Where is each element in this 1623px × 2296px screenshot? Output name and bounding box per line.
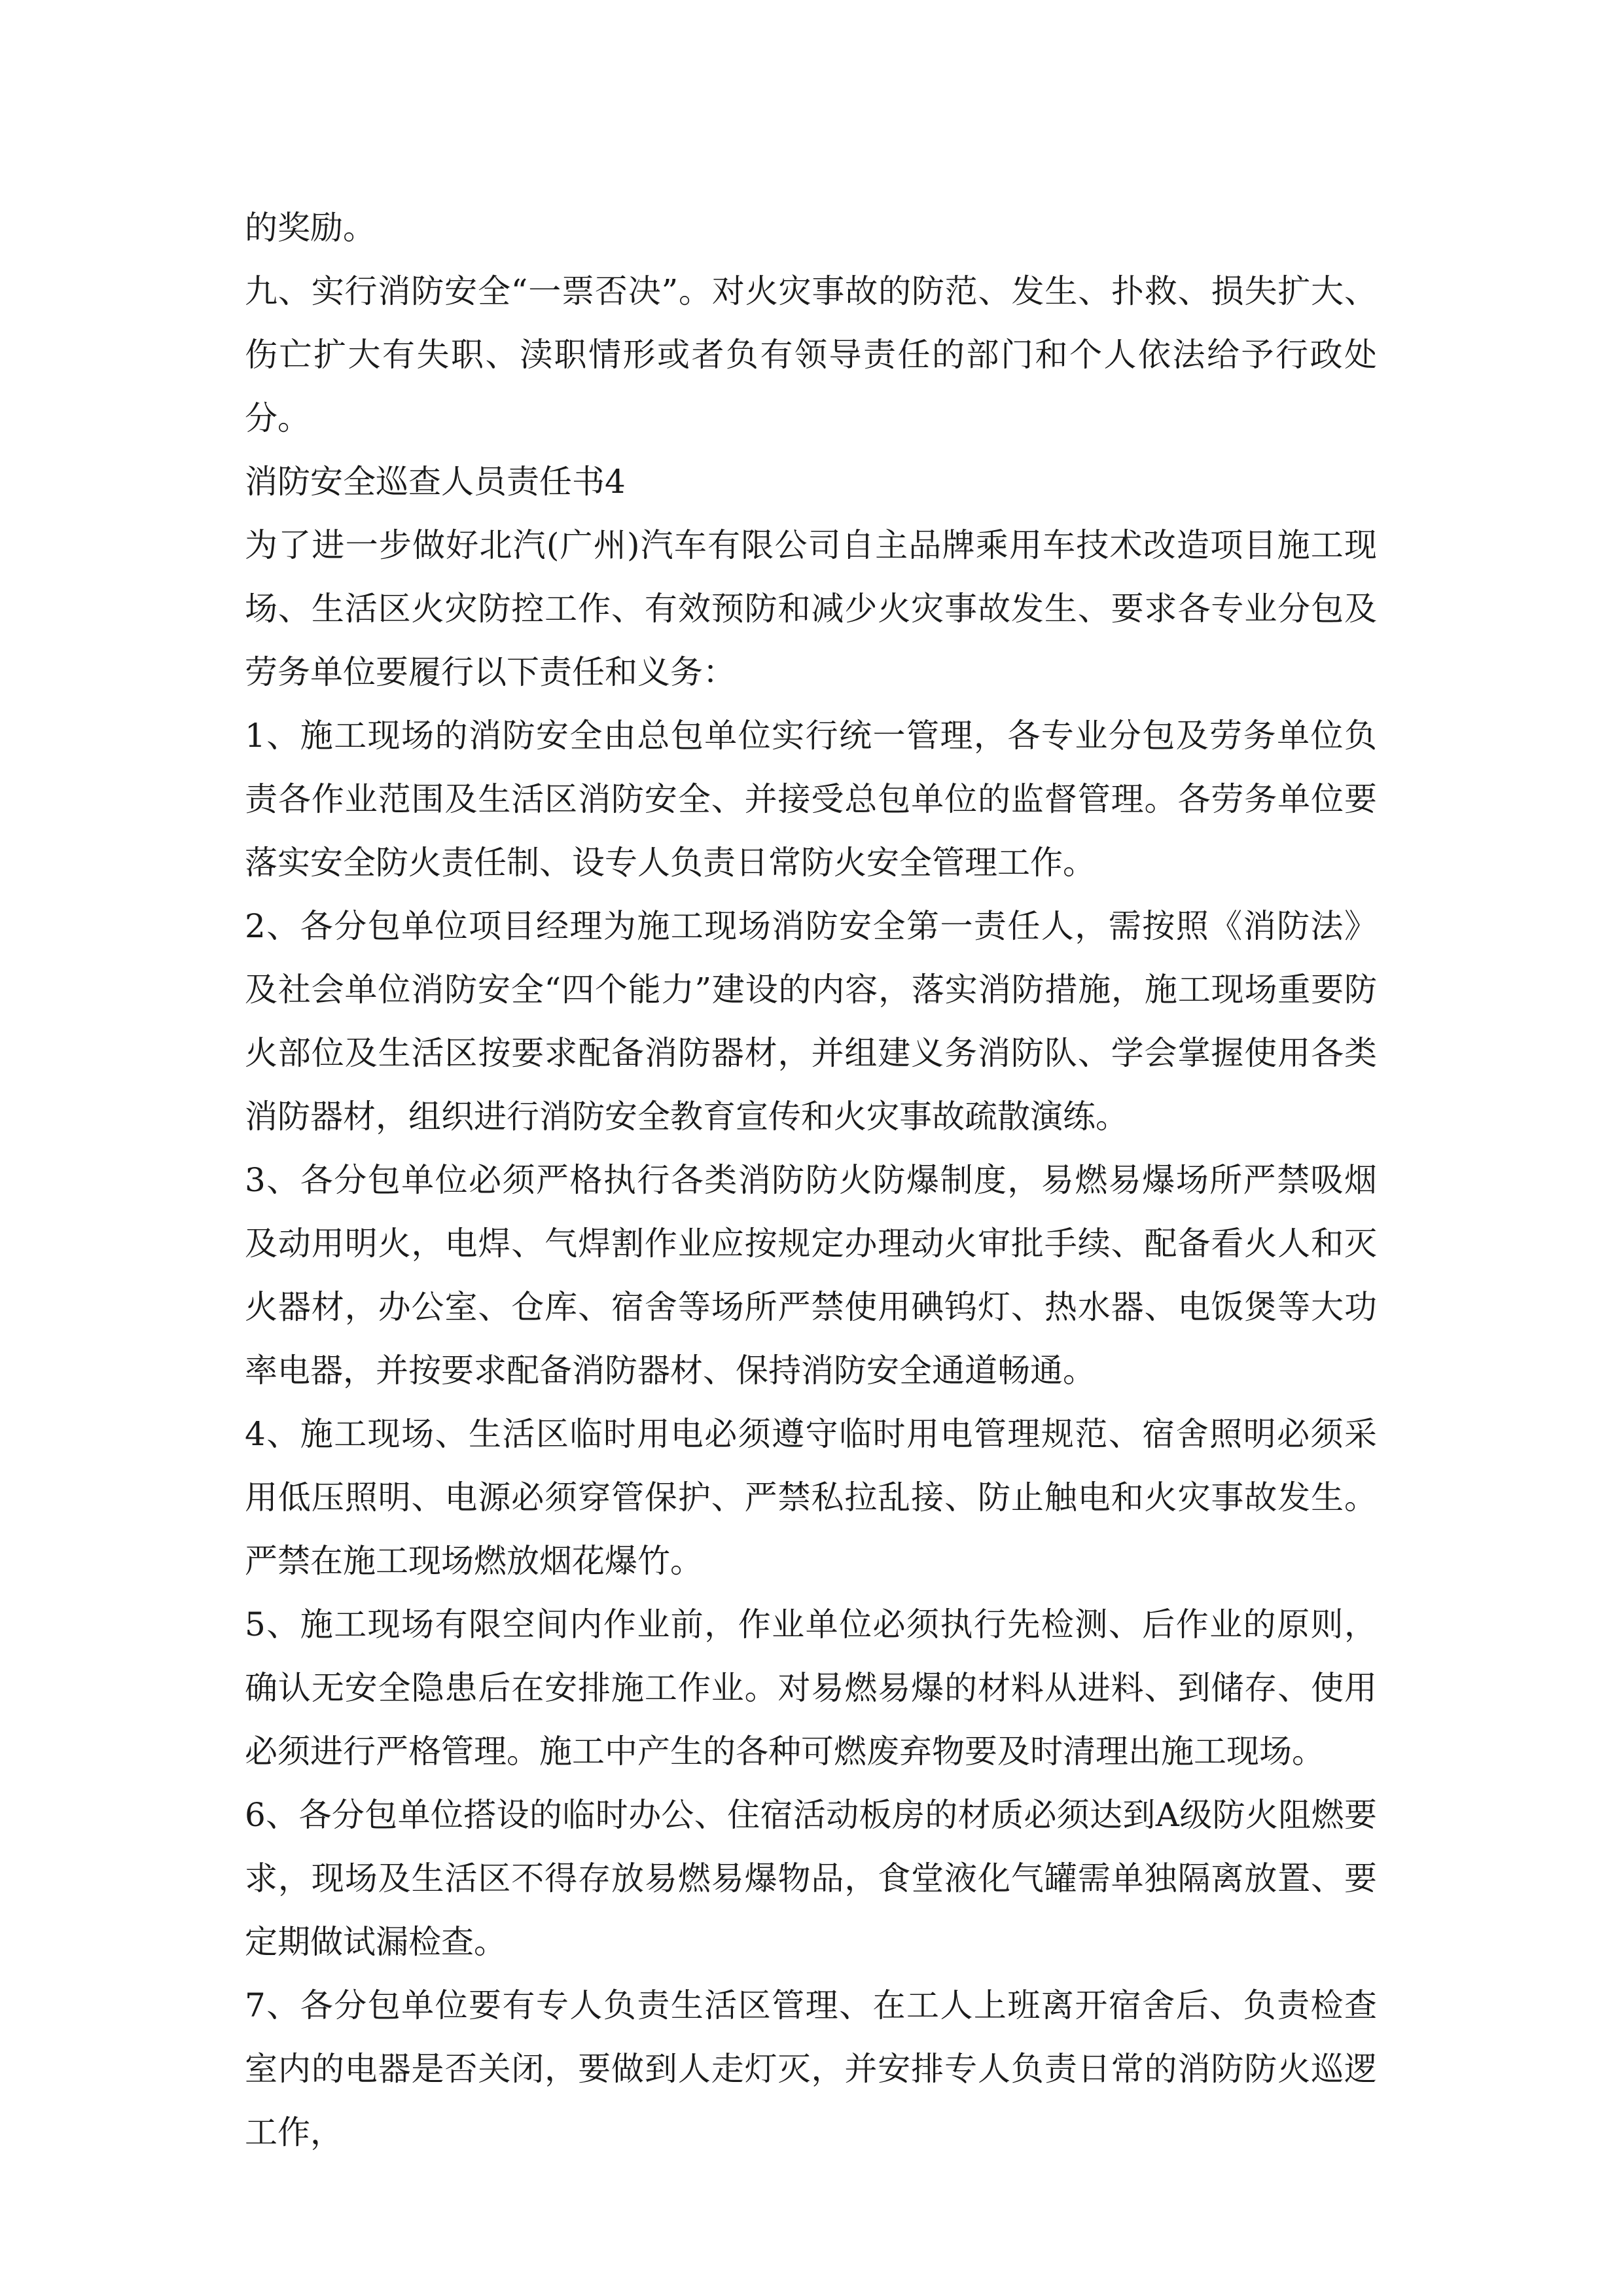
section-title: 消防安全巡查人员责任书4 <box>245 463 626 501</box>
paragraph-item-1: 1、施工现场的消防安全由总包单位实行统一管理，各专业分包及劳务单位负责各作业范围及生活区消防安全、并接受总包单位的监督管理。各劳务单位要落实安全防火责任制、设专人负责日常防火安全管理工作。 <box>245 717 1377 882</box>
paragraph-intro: 为了进一步做好北汽(广州)汽车有限公司自主品牌乘用车技术改造项目施工现场、生活区火灾防控工作、有效预防和减少火灾事故发生、要求各专业分包及劳务单位要履行以下责任和义务： <box>245 526 1377 691</box>
paragraph-item-9: 九、实行消防安全“一票否决”。对火灾事故的防范、发生、扑救、损失扩大、伤亡扩大有失职、渎职情形或者负有领导责任的部门和个人依法给予行政处分。 <box>245 272 1377 437</box>
paragraph-item-2: 2、各分包单位项目经理为施工现场消防安全第一责任人，需按照《消防法》及社会单位消防安全“四个能力”建设的内容，落实消防措施，施工现场重要防火部位及生活区按要求配备消防器材，并组建义务消防队、学会掌握使用各类消防器材，组织进行消防安全教育宣传和火灾事故疏散演练。 <box>245 907 1377 1136</box>
paragraph-item-4: 4、施工现场、生活区临时用电必须遵守临时用电管理规范、宿舍照明必须采用低压照明、电源必须穿管保护、严禁私拉乱接、防止触电和火灾事故发生。严禁在施工现场燃放烟花爆竹。 <box>245 1415 1377 1580</box>
paragraph-item-5: 5、施工现场有限空间内作业前，作业单位必须执行先检测、后作业的原则，确认无安全隐患后在安排施工作业。对易燃易爆的材料从进料、到储存、使用必须进行严格管理。施工中产生的各种可燃废弃物要及时清理出施工现场。 <box>245 1605 1377 1770</box>
document-body <box>245 196 1377 2164</box>
paragraph-continuation: 的奖励。 <box>245 209 376 247</box>
paragraph-item-7: 7、各分包单位要有专人负责生活区管理、在工人上班离开宿舍后、负责检查室内的电器是否关闭，要做到人走灯灭，并安排专人负责日常的消防防火巡逻工作， <box>245 1986 1377 2151</box>
paragraph-item-6: 6、各分包单位搭设的临时办公、住宿活动板房的材质必须达到A级防火阻燃要求，现场及生活区不得存放易燃易爆物品，食堂液化气罐需单独隔离放置、要定期做试漏检查。 <box>245 1796 1377 1961</box>
paragraph-item-3: 3、各分包单位必须严格执行各类消防防火防爆制度，易燃易爆场所严禁吸烟及动用明火，电焊、气焊割作业应按规定办理动火审批手续、配备看火人和灭火器材，办公室、仓库、宿舍等场所严禁使用碘钨灯、热水器、电饭煲等大功率电器，并按要求配备消防器材、保持消防安全通道畅通。 <box>245 1161 1377 1390</box>
